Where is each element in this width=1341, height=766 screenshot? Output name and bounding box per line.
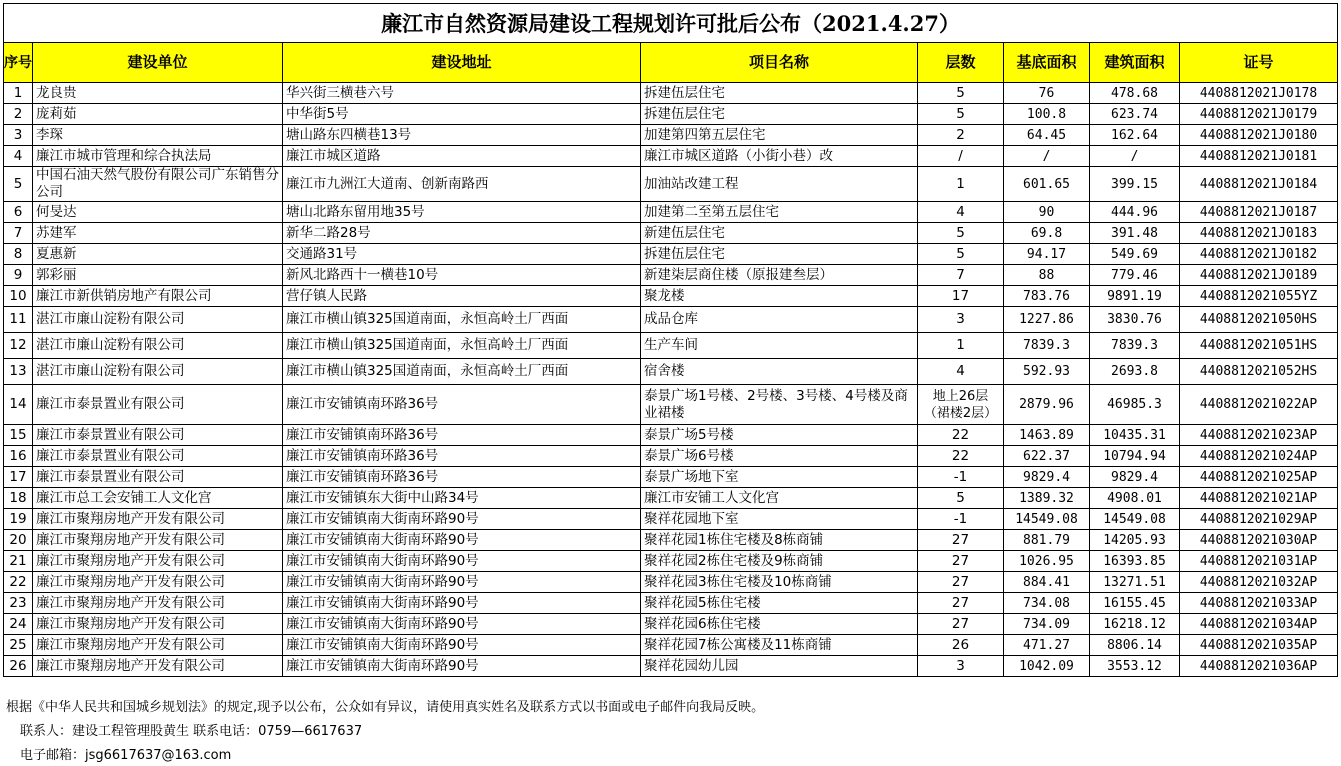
header-project: 项目名称 (641, 43, 918, 83)
table-cell: 10794.94 (1090, 446, 1180, 467)
table-cell: 3 (918, 307, 1004, 333)
table-cell: 3 (918, 656, 1004, 677)
permit-table (3, 3, 1338, 677)
table-row (4, 202, 1338, 223)
table-cell: 廉江市聚翔房地产开发有限公司 (33, 530, 283, 551)
table-row (4, 467, 1338, 488)
table-cell: 3 (4, 125, 33, 146)
table-cell: / (918, 146, 1004, 167)
table-cell: 734.08 (1004, 593, 1090, 614)
table-cell: 6 (4, 202, 33, 223)
table-cell: -1 (918, 467, 1004, 488)
table-cell: 471.27 (1004, 635, 1090, 656)
table-cell: 88 (1004, 265, 1090, 286)
table-cell: 泰景广场地下室 (641, 467, 918, 488)
table-cell: 592.93 (1004, 359, 1090, 385)
table-cell: 26 (918, 635, 1004, 656)
table-cell: 76 (1004, 83, 1090, 104)
table-cell: 27 (918, 551, 1004, 572)
table-cell: 27 (918, 530, 1004, 551)
table-cell: 94.17 (1004, 244, 1090, 265)
table-cell: 399.15 (1090, 167, 1180, 202)
table-cell: 64.45 (1004, 125, 1090, 146)
table-cell: 7 (918, 265, 1004, 286)
table-cell: 4408812021032AP (1180, 572, 1338, 593)
table-cell: 779.46 (1090, 265, 1180, 286)
table-cell: 549.69 (1090, 244, 1180, 265)
table-cell: 16393.85 (1090, 551, 1180, 572)
table-cell: 廉江市泰景置业有限公司 (33, 446, 283, 467)
table-cell: 4408812021023AP (1180, 425, 1338, 446)
table-cell: 廉江市安铺镇南大街南环路90号 (283, 530, 641, 551)
table-cell: 13271.51 (1090, 572, 1180, 593)
table-cell: 734.09 (1004, 614, 1090, 635)
table-cell: 拆建伍层住宅 (641, 244, 918, 265)
table-row (4, 146, 1338, 167)
table-row (4, 307, 1338, 333)
table-cell: 1227.86 (1004, 307, 1090, 333)
table-cell: 9891.19 (1090, 286, 1180, 307)
table-cell: 1042.09 (1004, 656, 1090, 677)
table-cell: 4408812021031AP (1180, 551, 1338, 572)
table-cell: 11 (4, 307, 33, 333)
table-cell: 622.37 (1004, 446, 1090, 467)
table-cell: 廉江市安铺镇东大街中山路34号 (283, 488, 641, 509)
table-cell: 9829.4 (1090, 467, 1180, 488)
table-cell: 4408812021J0183 (1180, 223, 1338, 244)
table-row (4, 656, 1338, 677)
table-cell: 13 (4, 359, 33, 385)
table-cell: 李琛 (33, 125, 283, 146)
table-row (4, 530, 1338, 551)
table-cell: 聚祥花园1栋住宅楼及8栋商铺 (641, 530, 918, 551)
table-cell: 4408812021J0184 (1180, 167, 1338, 202)
table-cell: 1389.32 (1004, 488, 1090, 509)
table-cell: 聚祥花园幼儿园 (641, 656, 918, 677)
table-cell: 21 (4, 551, 33, 572)
table-row (4, 488, 1338, 509)
header-base-area: 基底面积 (1004, 43, 1090, 83)
table-cell: 4408812021052HS (1180, 359, 1338, 385)
table-cell: 5 (918, 244, 1004, 265)
table-cell: 15 (4, 425, 33, 446)
footer-email: 电子邮箱：jsg6617637@163.com (20, 748, 232, 763)
table-cell: 湛江市廉山淀粉有限公司 (33, 307, 283, 333)
table-row (4, 286, 1338, 307)
table-cell: 廉江市聚翔房地产开发有限公司 (33, 572, 283, 593)
table-cell: 1 (918, 167, 1004, 202)
table-cell: 4408812021J0180 (1180, 125, 1338, 146)
table-cell: 拆建伍层住宅 (641, 104, 918, 125)
table-row (4, 359, 1338, 385)
permit-table-sheet (3, 3, 1337, 677)
table-cell: 宿舍楼 (641, 359, 918, 385)
page-title: 廉江市自然资源局建设工程规划许可批后公布（2021.4.27） (4, 4, 1338, 43)
table-cell: 69.8 (1004, 223, 1090, 244)
table-cell: 中国石油天然气股份有限公司广东销售分公司 (33, 167, 283, 202)
table-cell: 10435.31 (1090, 425, 1180, 446)
table-cell: 塘山路东四横巷13号 (283, 125, 641, 146)
table-cell: 聚祥花园7栋公寓楼及11栋商铺 (641, 635, 918, 656)
table-cell: 27 (918, 614, 1004, 635)
table-cell: 14205.93 (1090, 530, 1180, 551)
table-cell: 4408812021050HS (1180, 307, 1338, 333)
table-cell: 2693.8 (1090, 359, 1180, 385)
table-cell: 廉江市横山镇325国道南面，永恒高岭土厂西面 (283, 333, 641, 359)
table-cell: 90 (1004, 202, 1090, 223)
table-cell: 廉江市聚翔房地产开发有限公司 (33, 614, 283, 635)
table-cell: 46985.3 (1090, 385, 1180, 425)
table-cell: 4408812021025AP (1180, 467, 1338, 488)
table-cell: 廉江市安铺镇南环路36号 (283, 425, 641, 446)
table-cell: 4408812021036AP (1180, 656, 1338, 677)
table-cell: 聚祥花园6栋住宅楼 (641, 614, 918, 635)
table-cell: 生产车间 (641, 333, 918, 359)
table-cell: 7839.3 (1090, 333, 1180, 359)
table-cell: 16155.45 (1090, 593, 1180, 614)
table-row (4, 551, 1338, 572)
header-index: 序号 (4, 43, 33, 83)
table-cell: 4408812021022AP (1180, 385, 1338, 425)
table-row (4, 265, 1338, 286)
table-cell: 廉江市九洲江大道南、创新南路西 (283, 167, 641, 202)
table-cell: 3553.12 (1090, 656, 1180, 677)
table-cell: 881.79 (1004, 530, 1090, 551)
table-cell: 加油站改建工程 (641, 167, 918, 202)
table-cell: 22 (918, 446, 1004, 467)
header-building-area: 建筑面积 (1090, 43, 1180, 83)
table-cell: 1 (4, 83, 33, 104)
table-cell: 廉江市新供销房地产有限公司 (33, 286, 283, 307)
table-row (4, 509, 1338, 530)
table-cell: 廉江市聚翔房地产开发有限公司 (33, 656, 283, 677)
table-cell: 27 (918, 593, 1004, 614)
table-cell: 湛江市廉山淀粉有限公司 (33, 359, 283, 385)
table-cell: 新华二路28号 (283, 223, 641, 244)
table-cell: 廉江市横山镇325国道南面，永恒高岭土厂西面 (283, 307, 641, 333)
table-cell: 16218.12 (1090, 614, 1180, 635)
table-cell: 4408812021055YZ (1180, 286, 1338, 307)
table-cell: 9829.4 (1004, 467, 1090, 488)
table-row (4, 333, 1338, 359)
table-cell: 18 (4, 488, 33, 509)
table-cell: 1 (918, 333, 1004, 359)
table-cell: 廉江市聚翔房地产开发有限公司 (33, 551, 283, 572)
table-cell: 20 (4, 530, 33, 551)
table-cell: 加建第四第五层住宅 (641, 125, 918, 146)
table-cell: 廉江市安铺镇南大街南环路90号 (283, 572, 641, 593)
table-cell: 14549.08 (1090, 509, 1180, 530)
table-cell: 22 (918, 425, 1004, 446)
table-cell: 4408812021J0178 (1180, 83, 1338, 104)
table-cell: 新建柒层商住楼（原报建叁层） (641, 265, 918, 286)
table-cell: 4408812021051HS (1180, 333, 1338, 359)
table-cell: 4 (918, 202, 1004, 223)
table-cell: 19 (4, 509, 33, 530)
table-cell: 14 (4, 385, 33, 425)
table-cell: 2 (4, 104, 33, 125)
table-cell: 廉江市安铺镇南大街南环路90号 (283, 509, 641, 530)
table-cell: 聚龙楼 (641, 286, 918, 307)
table-cell: 884.41 (1004, 572, 1090, 593)
table-cell: 聚祥花园2栋住宅楼及9栋商铺 (641, 551, 918, 572)
table-cell: 27 (918, 572, 1004, 593)
table-row (4, 635, 1338, 656)
table-cell: 廉江市聚翔房地产开发有限公司 (33, 593, 283, 614)
table-cell: 24 (4, 614, 33, 635)
table-cell: 成品仓库 (641, 307, 918, 333)
table-cell: 廉江市安铺镇南大街南环路90号 (283, 593, 641, 614)
table-cell: 5 (918, 104, 1004, 125)
table-cell: 交通路31号 (283, 244, 641, 265)
table-row (4, 83, 1338, 104)
table-cell: 783.76 (1004, 286, 1090, 307)
table-cell: 廉江市聚翔房地产开发有限公司 (33, 509, 283, 530)
table-cell: 塘山北路东留用地35号 (283, 202, 641, 223)
table-cell: 4408812021J0182 (1180, 244, 1338, 265)
table-cell: 廉江市城区道路（小街小巷）改 (641, 146, 918, 167)
table-cell: 廉江市泰景置业有限公司 (33, 467, 283, 488)
table-cell: 廉江市安铺镇南大街南环路90号 (283, 614, 641, 635)
table-cell: 廉江市城区道路 (283, 146, 641, 167)
table-cell: 444.96 (1090, 202, 1180, 223)
table-cell: 龙良贵 (33, 83, 283, 104)
table-cell: 5 (918, 488, 1004, 509)
table-cell: 16 (4, 446, 33, 467)
table-cell: 22 (4, 572, 33, 593)
table-cell: 3830.76 (1090, 307, 1180, 333)
table-cell: 4408812021J0181 (1180, 146, 1338, 167)
table-cell: 601.65 (1004, 167, 1090, 202)
table-cell: 23 (4, 593, 33, 614)
table-cell: 夏惠新 (33, 244, 283, 265)
table-cell: 泰景广场6号楼 (641, 446, 918, 467)
table-cell: 623.74 (1090, 104, 1180, 125)
table-cell: 湛江市廉山淀粉有限公司 (33, 333, 283, 359)
table-row (4, 446, 1338, 467)
table-cell: 8 (4, 244, 33, 265)
table-cell: 9 (4, 265, 33, 286)
header-unit: 建设单位 (33, 43, 283, 83)
table-cell: 100.8 (1004, 104, 1090, 125)
table-cell: 4 (918, 359, 1004, 385)
table-cell: 聚祥花园3栋住宅楼及10栋商铺 (641, 572, 918, 593)
footer-notice: 根据《中华人民共和国城乡规划法》的规定,现予以公布，公众如有异议，请使用真实姓名及联系方式以书面或电子邮件向我局反映。 (6, 700, 765, 715)
table-cell: 4408812021033AP (1180, 593, 1338, 614)
table-cell: 泰景广场5号楼 (641, 425, 918, 446)
table-cell: 廉江市泰景置业有限公司 (33, 425, 283, 446)
table-cell: 2879.96 (1004, 385, 1090, 425)
table-cell: 10 (4, 286, 33, 307)
table-row (4, 572, 1338, 593)
table-cell: 廉江市总工会安铺工人文化宫 (33, 488, 283, 509)
table-cell: 162.64 (1090, 125, 1180, 146)
table-cell: 廉江市安铺镇南环路36号 (283, 467, 641, 488)
table-cell: 5 (918, 83, 1004, 104)
table-cell: 廉江市安铺镇南大街南环路90号 (283, 551, 641, 572)
table-cell: 廉江市安铺镇南环路36号 (283, 446, 641, 467)
table-cell: 廉江市安铺镇南环路36号 (283, 385, 641, 425)
table-cell: 加建第二至第五层住宅 (641, 202, 918, 223)
table-cell: 25 (4, 635, 33, 656)
table-cell: 4408812021024AP (1180, 446, 1338, 467)
table-row (4, 593, 1338, 614)
table-row (4, 614, 1338, 635)
table-cell: / (1090, 146, 1180, 167)
table-cell: 泰景广场1号楼、2号楼、3号楼、4号楼及商业裙楼 (641, 385, 918, 425)
table-cell: 聚祥花园地下室 (641, 509, 918, 530)
table-cell: 4408812021030AP (1180, 530, 1338, 551)
header-permit-no: 证号 (1180, 43, 1338, 83)
table-cell: 2 (918, 125, 1004, 146)
table-cell: 478.68 (1090, 83, 1180, 104)
footer-contact: 联系人：建设工程管理股黄生 联系电话：0759—6617637 (20, 724, 363, 739)
table-cell: 拆建伍层住宅 (641, 83, 918, 104)
table-cell: 新建伍层住宅 (641, 223, 918, 244)
table-cell: 26 (4, 656, 33, 677)
header-address: 建设地址 (283, 43, 641, 83)
table-cell: 廉江市安铺工人文化宫 (641, 488, 918, 509)
table-cell: 营仔镇人民路 (283, 286, 641, 307)
table-cell: 廉江市安铺镇南大街南环路90号 (283, 635, 641, 656)
table-cell: 5 (918, 223, 1004, 244)
table-cell: 廉江市横山镇325国道南面，永恒高岭土厂西面 (283, 359, 641, 385)
table-cell: 4 (4, 146, 33, 167)
table-cell: 廉江市泰景置业有限公司 (33, 385, 283, 425)
table-cell: 地上26层（裙楼2层） (918, 385, 1004, 425)
table-cell: 7 (4, 223, 33, 244)
table-cell: 廉江市城市管理和综合执法局 (33, 146, 283, 167)
header-floors: 层数 (918, 43, 1004, 83)
table-cell: -1 (918, 509, 1004, 530)
table-cell: 12 (4, 333, 33, 359)
table-cell: 5 (4, 167, 33, 202)
table-cell: 中华街5号 (283, 104, 641, 125)
table-row (4, 125, 1338, 146)
table-cell: 廉江市安铺镇南大街南环路90号 (283, 656, 641, 677)
table-cell: 新风北路西十一横巷10号 (283, 265, 641, 286)
table-row (4, 244, 1338, 265)
header-row (4, 43, 1338, 83)
table-cell: 7839.3 (1004, 333, 1090, 359)
table-cell: 4408812021J0189 (1180, 265, 1338, 286)
table-cell: / (1004, 146, 1090, 167)
table-cell: 391.48 (1090, 223, 1180, 244)
table-cell: 1026.95 (1004, 551, 1090, 572)
table-row (4, 425, 1338, 446)
table-cell: 4408812021J0179 (1180, 104, 1338, 125)
table-cell: 苏建军 (33, 223, 283, 244)
table-row (4, 104, 1338, 125)
table-cell: 4408812021029AP (1180, 509, 1338, 530)
table-cell: 4908.01 (1090, 488, 1180, 509)
table-cell: 郭彩丽 (33, 265, 283, 286)
table-cell: 聚祥花园5栋住宅楼 (641, 593, 918, 614)
table-cell: 4408812021035AP (1180, 635, 1338, 656)
table-cell: 4408812021034AP (1180, 614, 1338, 635)
table-cell: 17 (918, 286, 1004, 307)
table-row (4, 167, 1338, 202)
table-cell: 4408812021J0187 (1180, 202, 1338, 223)
table-row (4, 223, 1338, 244)
table-cell: 14549.08 (1004, 509, 1090, 530)
table-cell: 廉江市聚翔房地产开发有限公司 (33, 635, 283, 656)
table-cell: 4408812021021AP (1180, 488, 1338, 509)
table-row (4, 385, 1338, 425)
table-cell: 华兴街三横巷六号 (283, 83, 641, 104)
table-cell: 8806.14 (1090, 635, 1180, 656)
table-cell: 庞莉茹 (33, 104, 283, 125)
table-cell: 1463.89 (1004, 425, 1090, 446)
table-cell: 17 (4, 467, 33, 488)
table-cell: 何旻达 (33, 202, 283, 223)
